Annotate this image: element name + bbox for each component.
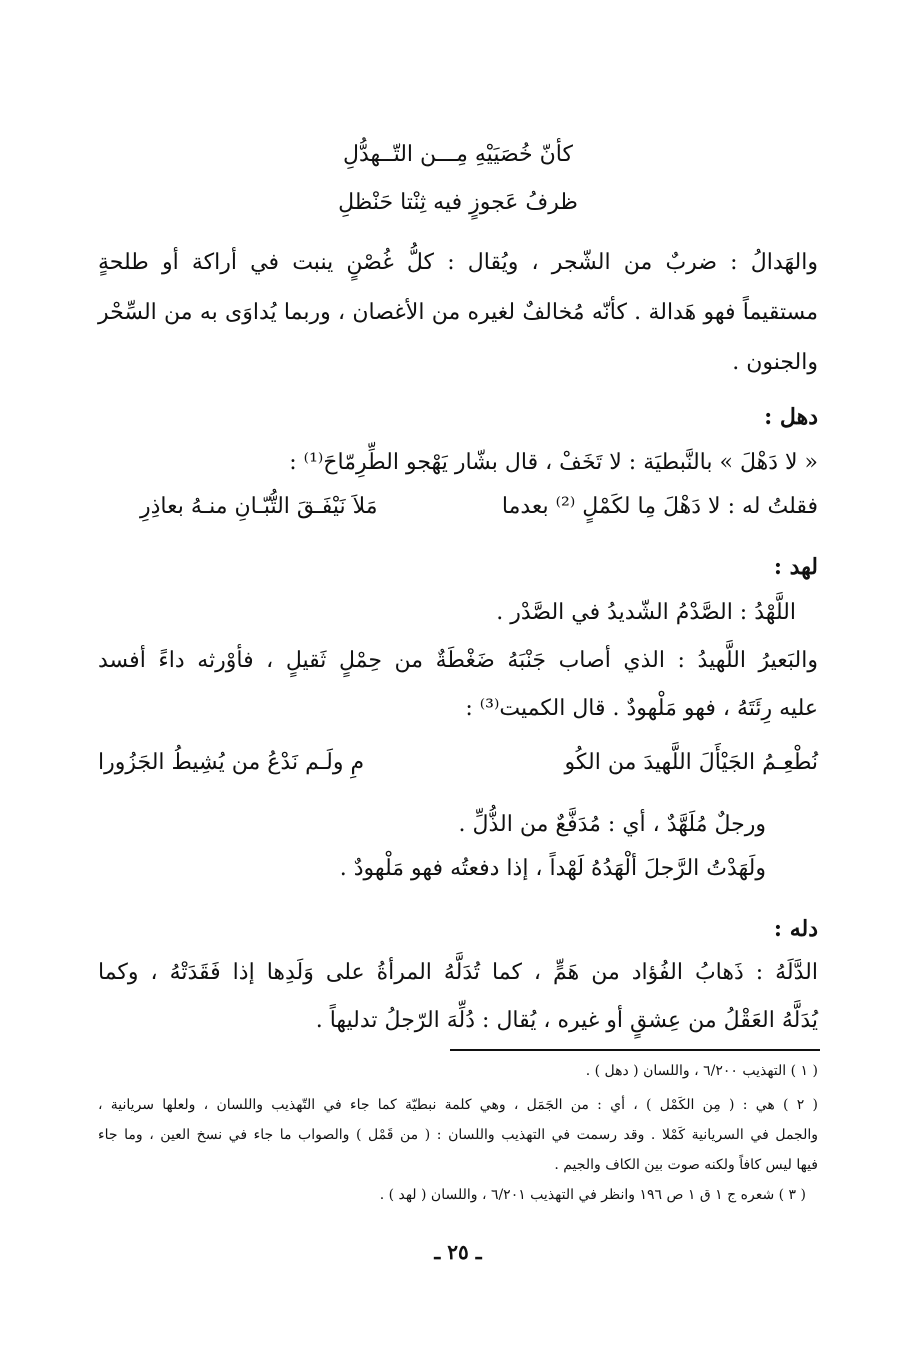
footnote-2-line-2: والجمل في السريانية كَمْلا . وقد رسمت في التهذيب واللسان : ( من قَمْل ) والصواب ما جاء في نسخ العين ، وما جاء xyxy=(98,1127,818,1143)
dalh-line-1: الدَّلَهُ : ذَهابُ الفُؤاد من هَمٍّ ، كما تُدَلَّهُ المرأةُ على وَلَدِها إذا فَقَدَتْهُ ، وكما xyxy=(98,960,818,985)
footnote-2-line-1: ( ٢ ) هي : ( مِن الكَمْل ) ، أي : من الجَمَل ، وهي كلمة نبطيّة كما جاء في التّهذيب واللسان ، ولعلها سريانية ، xyxy=(98,1097,819,1113)
dalh-line-2: يُدَلَّهُ العَقْلُ من عِشقٍ أو غيره ، يُقال : دُلِّهَ الرّجلُ تدليهاً . xyxy=(315,1008,818,1033)
dahl-verse-first-hemistich: فقلتُ له : لا دَهْلَ مِا لكَمْلٍ ⁽²⁾ بعدما xyxy=(501,494,818,519)
verse-line-1: كأنّ خُصَيَيْهِ مِـــن التّــهدُّلِ xyxy=(343,142,573,167)
hadal-line-2: مستقيماً فهو هَدالة . كأنّه مُخالفٌ لغيره من الأغصان ، وربما يُداوَى به من السِّحْر xyxy=(98,300,818,325)
lahd-line-3: عليه رِئَتَهُ ، فهو مَلْهودٌ . قال الكميت⁽³⁾ : xyxy=(465,696,818,721)
page-number: ـ ٢٥ ـ xyxy=(434,1240,482,1264)
hadal-line-3: والجنون . xyxy=(732,350,818,375)
footnote-1: ( ١ ) التهذيب ٦/٢٠٠ ، واللسان ( دهل ) . xyxy=(585,1063,818,1079)
lahd-line-1: اللَّهْدُ : الصَّدْمُ الشّديدُ في الصَّدْر . xyxy=(496,600,796,625)
footnote-3: ( ٣ ) شعره ج ١ ق ١ ص ١٩٦ وانظر في التهذيب ٦/٢٠١ ، واللسان ( لهد ) . xyxy=(379,1187,806,1203)
footnote-separator xyxy=(450,1049,820,1051)
lahd-line-5: ولَهَدْتُ الرَّجلَ ألْهَدُهُ لَهْداً ، إذا دفعتُه فهو مَلْهودٌ . xyxy=(339,856,766,881)
dahl-line-1: « لا دَهْلَ » بالنَّبطيَة : لا تَخَفْ ، قال بشّار يَهْجو الطِّرِمّاحَ⁽¹⁾ : xyxy=(289,450,818,475)
lahd-verse-second-hemistich: مِ ولَـم نَدْعُ من يُشِيطُ الجَزُورا xyxy=(98,750,365,775)
lahd-line-4: ورجلٌ مُلَهَّدٌ ، أي : مُدَفَّعٌ من الذُّلِّ . xyxy=(458,812,766,837)
footnote-2-line-3: فيها ليس كافاً ولكنه صوت بين الكاف والجيم . xyxy=(554,1157,818,1173)
lahd-line-2: والبَعيرُ اللَّهيدُ : الذي أصاب جَنْبَهُ ضَغْطَةٌ من حِمْلٍ ثَقيلٍ ، فأوْرثه داءً أفسد xyxy=(98,648,818,673)
lahd-verse-first-hemistich: نُطْعِـمُ الجَيْأَلَ اللَّهيدَ من الكُو xyxy=(564,750,818,775)
entry-heading-dahl: دهل : xyxy=(764,404,818,430)
entry-heading-dalh: دله : xyxy=(773,916,818,942)
dahl-verse-second-hemistich: مَلاَ نَيْفَـقَ التُّبّـانِ منـهُ بعاذِرِ xyxy=(140,494,378,519)
entry-heading-lahd: لهد : xyxy=(773,554,818,580)
verse-line-2: ظرفُ عَجوزٍ فيه ثِنْتا حَنْظلِ xyxy=(338,190,578,215)
hadal-line-1: والهَدالُ : ضربٌ من الشّجر ، ويُقال : كلُّ غُصْنٍ ينبت في أراكة أو طلحةٍ xyxy=(98,250,818,275)
